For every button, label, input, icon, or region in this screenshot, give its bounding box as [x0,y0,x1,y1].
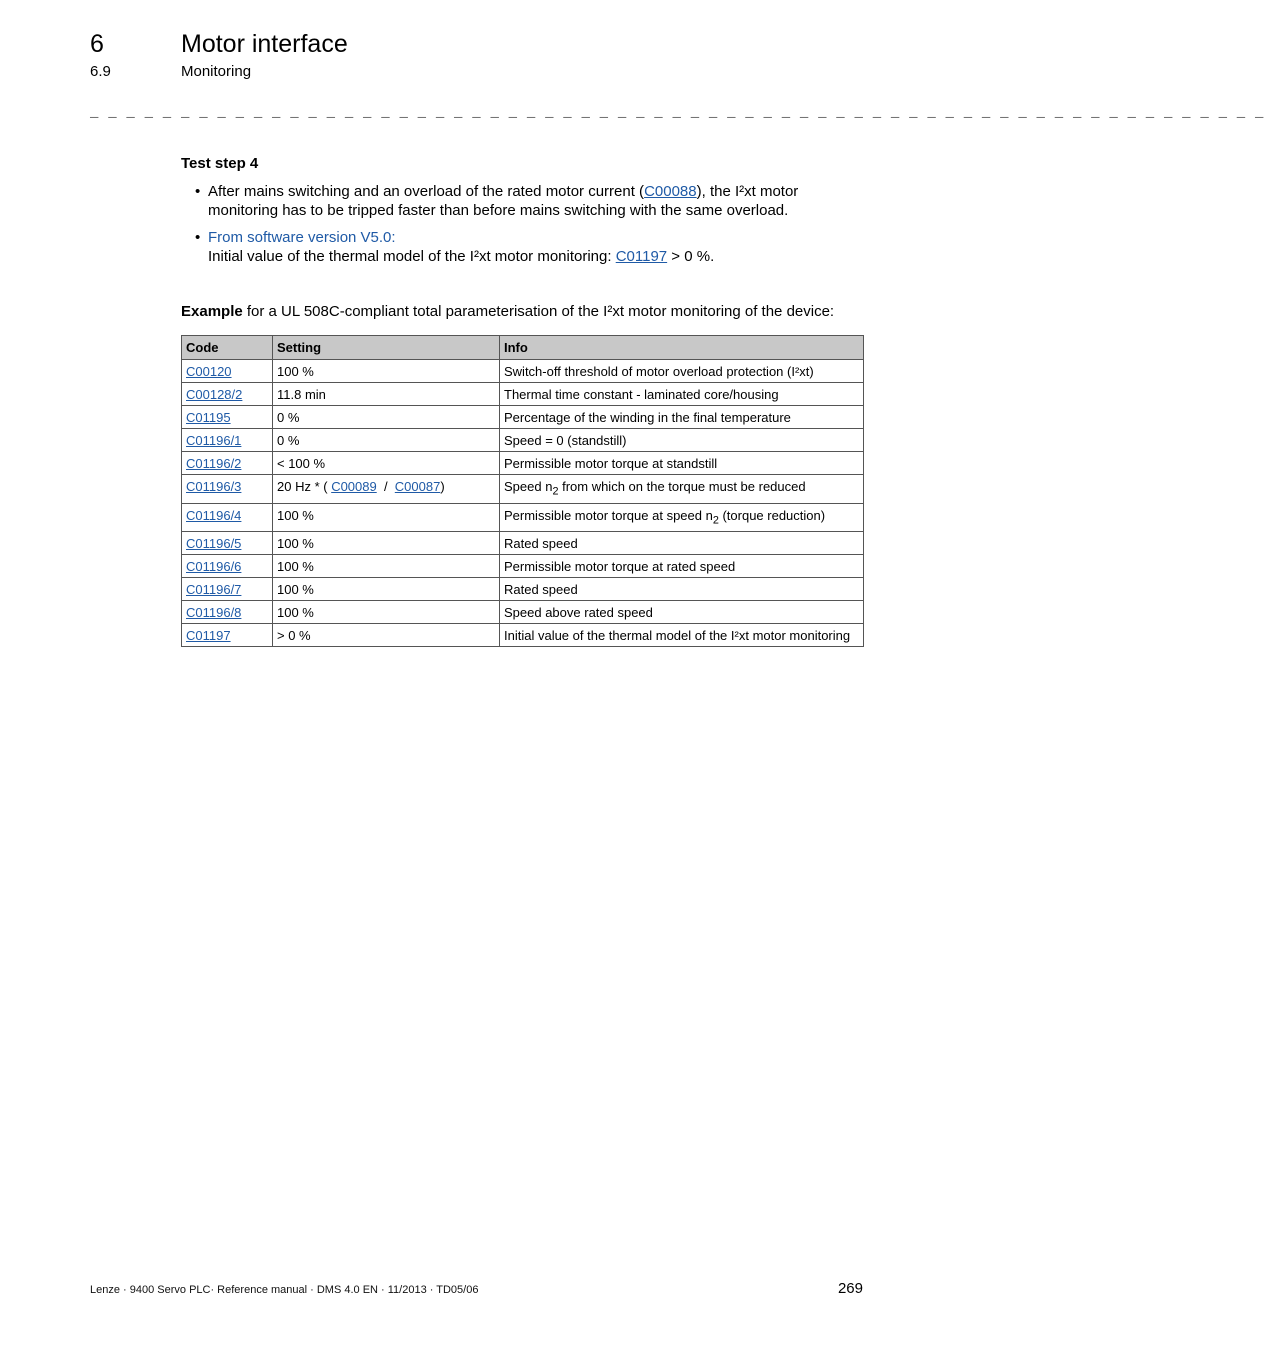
table-row [182,555,864,578]
table-row [182,532,864,555]
code-link[interactable]: C01196/3 [186,479,242,494]
code-link[interactable]: C01196/6 [186,559,242,575]
info-cell [500,503,864,532]
column-header-code: Code [182,336,273,360]
bullet-marker: • [195,183,201,200]
code-cell [182,555,273,578]
info-text-b: from which on the torque must be reduced [558,479,806,494]
test-step-title: Test step 4 [181,155,259,172]
info-cell: Rated speed [500,578,864,601]
bullet-marker: • [195,229,201,246]
link-c00088[interactable]: C00088 [644,183,697,200]
code-cell [182,578,273,601]
info-cell: Percentage of the winding in the final temperature [500,406,864,429]
setting-cell: > 0 % [273,624,500,647]
bullet1-text-a: After mains switching and an overload of the rated motor current ( [208,183,645,200]
info-cell: Switch-off threshold of motor overload protection (I²xt) [500,360,864,383]
page-number: 269 [837,1280,863,1297]
link-c00089[interactable]: C00089 [331,479,377,494]
bullet2-text-a: Initial value of the thermal model of the I²xt motor monitoring: [208,248,616,265]
setting-separator: / [376,479,395,494]
section-title: Monitoring [181,63,252,80]
setting-cell: 0 % [273,406,500,429]
table-row [182,383,864,406]
setting-text-a: 20 Hz * ( [277,479,332,494]
software-version-heading: From software version V5.0: [208,229,396,246]
setting-cell: 100 % [273,532,500,555]
info-cell: Permissible motor torque at standstill [500,452,864,475]
code-cell [182,503,273,532]
info-text-b: (torque reduction) [718,507,826,523]
info-text-a: Permissible motor torque at speed n [504,507,713,523]
section-number: 6.9 [90,63,111,80]
code-cell [182,532,273,555]
code-cell [182,360,273,383]
setting-cell: 0 % [273,429,500,452]
code-link[interactable]: C01195 [186,410,231,425]
code-cell [182,406,273,429]
bullet-item-mains-switching [208,182,858,220]
code-link[interactable]: C00128/2 [186,387,243,402]
code-link[interactable]: C01197 [186,628,231,644]
chapter-number: 6 [90,30,104,58]
bullet1-text-b: ), the I²xt motor monitoring has to be tripped faster than before mains switching with the same overload. [208,183,799,219]
code-link[interactable]: C01196/7 [186,582,242,598]
code-cell [182,475,273,504]
code-link[interactable]: C00120 [186,364,232,379]
header-divider: _ _ _ _ _ _ _ _ _ _ _ _ _ _ _ _ _ _ _ _ _ _ _ _ _ _ _ _ _ _ _ _ _ _ _ _ _ _ _ _ _ _ _ _ _ _ _ _ _ _ _ _ _ _ _ _ _ _ _ _ _ _ _ _ _ [90,105,1264,121]
info-cell: Thermal time constant - laminated core/housing [500,383,864,406]
setting-cell: 100 % [273,503,500,532]
info-cell [500,475,864,504]
setting-cell: 100 % [273,555,500,578]
info-cell: Rated speed [500,532,864,555]
table-row [182,429,864,452]
code-cell [182,383,273,406]
example-paragraph [181,302,834,322]
setting-cell: 100 % [273,601,500,624]
bullet2-text-b: > 0 %. [667,248,715,265]
code-cell [182,601,273,624]
setting-text-b: ) [440,479,445,494]
code-link[interactable]: C01196/5 [186,536,242,552]
info-subscript: 2 [712,514,719,527]
bullet2-body [208,247,858,266]
table-row [182,452,864,475]
info-cell: Speed above rated speed [500,601,864,624]
code-link[interactable]: C01196/2 [186,456,242,471]
code-link[interactable]: C01196/8 [186,605,242,621]
column-header-setting: Setting [273,336,500,360]
code-link[interactable]: C01196/1 [186,433,242,448]
table-row [182,360,864,383]
link-c01197[interactable]: C01197 [615,248,668,265]
example-text: for a UL 508C-compliant total parameterisation of the I²xt motor monitoring of the device: [242,303,835,320]
info-text-a: Speed n [504,479,553,494]
table-row [182,601,864,624]
setting-cell: < 100 % [273,452,500,475]
footer-text: Lenze · 9400 Servo PLC· Reference manual · DMS 4.0 EN · 11/2013 · TD05/06 [90,1284,479,1296]
info-subscript: 2 [552,485,559,498]
code-cell [182,429,273,452]
link-c00087[interactable]: C00087 [394,479,441,494]
table-row [182,578,864,601]
table-header-row [182,336,864,360]
code-cell [182,624,273,647]
info-cell: Initial value of the thermal model of the I²xt motor monitoring [500,624,864,647]
setting-cell: 100 % [273,360,500,383]
example-label: Example [181,303,243,320]
parameter-table [181,335,864,647]
table-row [182,503,864,532]
setting-cell [273,475,500,504]
bullet-item-software-version [208,228,858,266]
code-cell [182,452,273,475]
setting-cell: 100 % [273,578,500,601]
column-header-info: Info [500,336,864,360]
info-cell: Speed = 0 (standstill) [500,429,864,452]
info-cell: Permissible motor torque at rated speed [500,555,864,578]
chapter-title: Motor interface [181,30,348,58]
table-row [182,475,864,504]
table-row [182,624,864,647]
code-link[interactable]: C01196/4 [186,507,242,523]
setting-cell: 11.8 min [273,383,500,406]
table-row [182,406,864,429]
